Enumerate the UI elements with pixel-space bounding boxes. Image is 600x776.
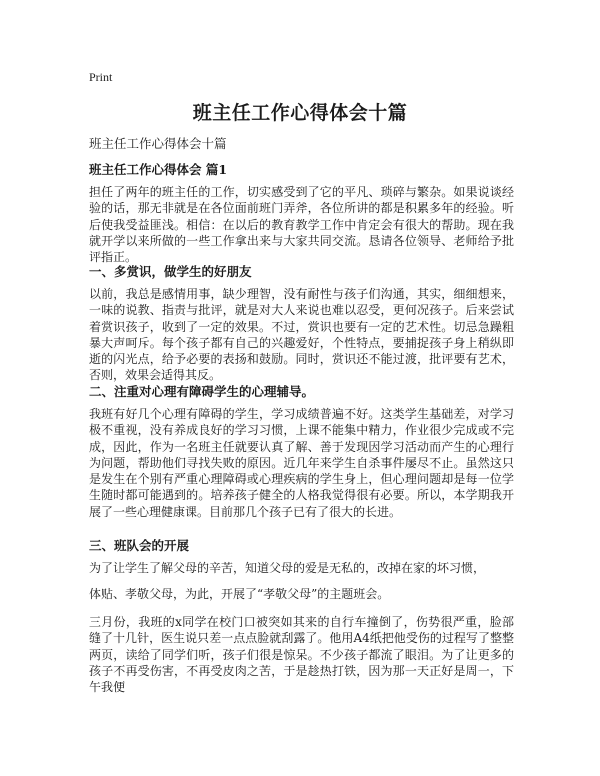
document-subtitle: 班主任工作心得体会十篇 [89,136,227,151]
heading-appreciation: 一、多赏识，做学生的好朋友 [89,264,252,279]
section-heading: 班主任工作心得体会 篇1 [89,162,228,177]
document-title: 班主任工作心得体会十篇 [192,102,408,124]
paragraph-incident: 三月份，我班的x同学在校门口被突如其来的自行车撞倒了，伤势很严重，脸部缝了十几针，医生说只差一点点脸就刮露了。他用A4纸把他受伤的过程写了整整两页，读给了同学们听，孩子们很是惊呆。不少孩子都流了眼泪。为了让更多的孩子不再受伤害，不再受皮肉之苦，于是趁热打铁，因为那一天正好是周一，下午我便 [89,615,514,695]
paragraph-class-meeting-a: 为了让学生了解父母的辛苦，知道父母的爱是无私的，改掉在家的坏习惯， [89,561,486,575]
heading-class-meeting: 三、班队会的开展 [89,538,190,553]
intro-paragraph: 担任了两年的班主任的工作，切实感受到了它的平凡、琐碎与繁杂。如果说谈经验的话，那无非就是在各位面前班门弄斧，各位所讲的都是积累多年的经验。听后使我受益匪浅。相信：在以后的教育教学工作中肯定会有很大的帮助。现在我就开学以来所做的一些工作拿出来与大家共同交流。恳请各位领导、老师给予批评指正。 [89,185,514,265]
heading-psychology: 二、注重对心理有障碍学生的心理辅导。 [89,384,315,399]
paragraph-class-meeting-b: 体贴、孝敬父母，为此，开展了“孝敬父母”的主题班会。 [89,587,390,601]
paragraph-appreciation: 以前，我总是感情用事，缺少理智，没有耐性与孩子们沟通，其实，细细想来，一味的说教、指责与批评，就是对大人来说也难以忍受，更何况孩子。后来尝试着赏识孩子，收到了一定的效果。不过，赏识也要有一定的艺术性。切忌急躁粗暴大声呵斥。每个孩子都有自己的兴趣爱好，个性特点，要捕捉孩子身上稍纵即逝的闪光点，给予必要的表扬和鼓励。同时，赏识还不能过渡，批评要有艺术，否则，效果会适得其反。 [89,287,514,383]
paragraph-psychology: 我班有好几个心理有障碍的学生，学习成绩普遍不好。这类学生基础差，对学习极不重视，没有养成良好的学习习惯，上课不能集中精力，作业很少完成或不完成，因此，作为一名班主任就要认真了解、善于发现因学习活动而产生的心理行为问题，帮助他们寻找失败的原因。近几年来学生自杀事件屡尽不止。虽然这只是发生在个别有严重心理障碍或心理疾病的学生身上，但心理问题却是每一位学生随时都可能遇到的。培养孩子健全的人格我觉得很有必要。所以，本学期我开展了一些心理健康课。目前那几个孩子已有了很大的长进。 [89,407,514,519]
print-link[interactable]: Print [89,70,113,84]
